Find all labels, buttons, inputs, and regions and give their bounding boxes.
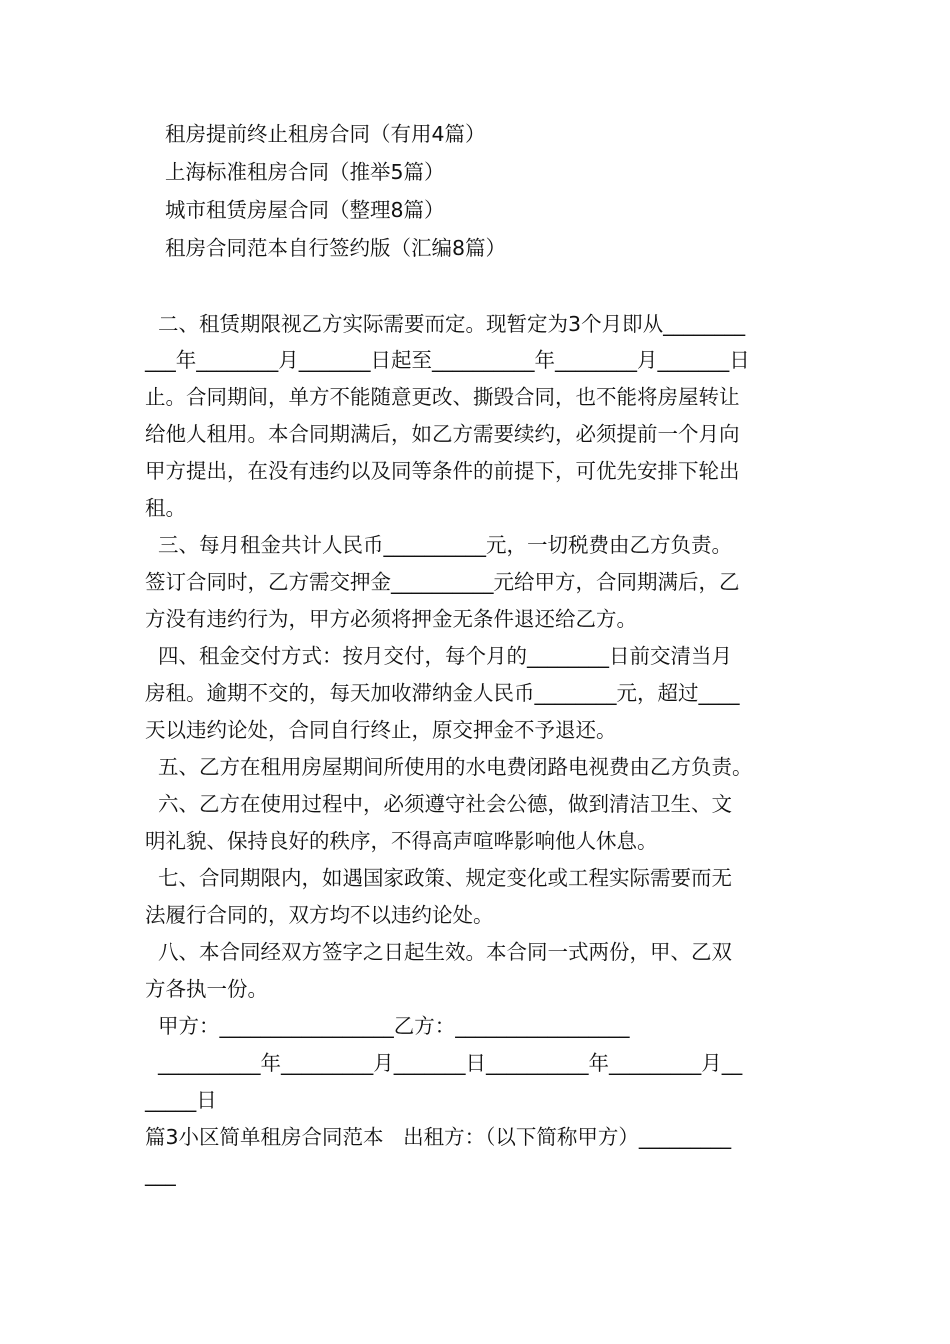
- section-heading: 篇3小区简单租房合同范本 出租方：（以下简称甲方）_________: [145, 1125, 732, 1149]
- paragraph-line: 四、租金交付方式：按月交付，每个月的________日前交清当月: [145, 644, 733, 668]
- paragraph-line: 租。: [145, 496, 186, 520]
- paragraph-line: 三、每月租金共计人民币__________元，一切税费由乙方负责。: [145, 533, 733, 557]
- paragraph-line: 方没有违约行为，甲方必须将押金无条件退还给乙方。: [145, 607, 637, 631]
- paragraph-line: 法履行合同的，双方均不以违约论处。: [145, 903, 494, 927]
- paragraph-line: 七、合同期限内，如遇国家政策、规定变化或工程实际需要而无: [145, 866, 733, 890]
- paragraph-line: 八、本合同经双方签字之日起生效。本合同一式两份，甲、乙双: [145, 940, 733, 964]
- paragraph-line: 二、租赁期限视乙方实际需要而定。现暂定为3个月即从________: [145, 312, 746, 336]
- paragraph-line: 房租。逾期不交的，每天加收滞纳金人民币________元，超过____: [145, 681, 740, 705]
- paragraph-line: 止。合同期间，单方不能随意更改、撕毁合同，也不能将房屋转让: [145, 385, 740, 409]
- paragraph-line: 签订合同时，乙方需交押金__________元给甲方，合同期满后，乙: [145, 570, 740, 594]
- related-link[interactable]: 租房提前终止租房合同（有用4篇）: [165, 122, 486, 146]
- date-line: __________年_________月_______日__________年_________月__: [145, 1051, 743, 1075]
- related-link[interactable]: 上海标准租房合同（推举5篇）: [165, 160, 445, 184]
- paragraph-line: 甲方提出，在没有违约以及同等条件的前提下，可优先安排下轮出: [145, 459, 740, 483]
- paragraph-line: 五、乙方在租用房屋期间所使用的水电费闭路电视费由乙方负责。: [145, 755, 753, 779]
- paragraph-line: 方各执一份。: [145, 977, 268, 1001]
- related-link[interactable]: 租房合同范本自行签约版（汇编8篇）: [165, 236, 507, 260]
- date-line: _____日: [145, 1088, 217, 1112]
- signature-line: 甲方：_________________乙方：_________________: [145, 1014, 630, 1038]
- paragraph-line: 给他人租用。本合同期满后，如乙方需要续约，必须提前一个月向: [145, 422, 740, 446]
- paragraph-line: ___: [145, 1162, 176, 1186]
- paragraph-line: ___年________月_______日起至__________年________月_______日: [145, 348, 750, 372]
- paragraph-line: 明礼貌、保持良好的秩序，不得高声喧哗影响他人休息。: [145, 829, 658, 853]
- paragraph-line: 六、乙方在使用过程中，必须遵守社会公德，做到清洁卫生、文: [145, 792, 733, 816]
- related-link[interactable]: 城市租赁房屋合同（整理8篇）: [165, 198, 445, 222]
- paragraph-line: 天以违约论处，合同自行终止，原交押金不予退还。: [145, 718, 617, 742]
